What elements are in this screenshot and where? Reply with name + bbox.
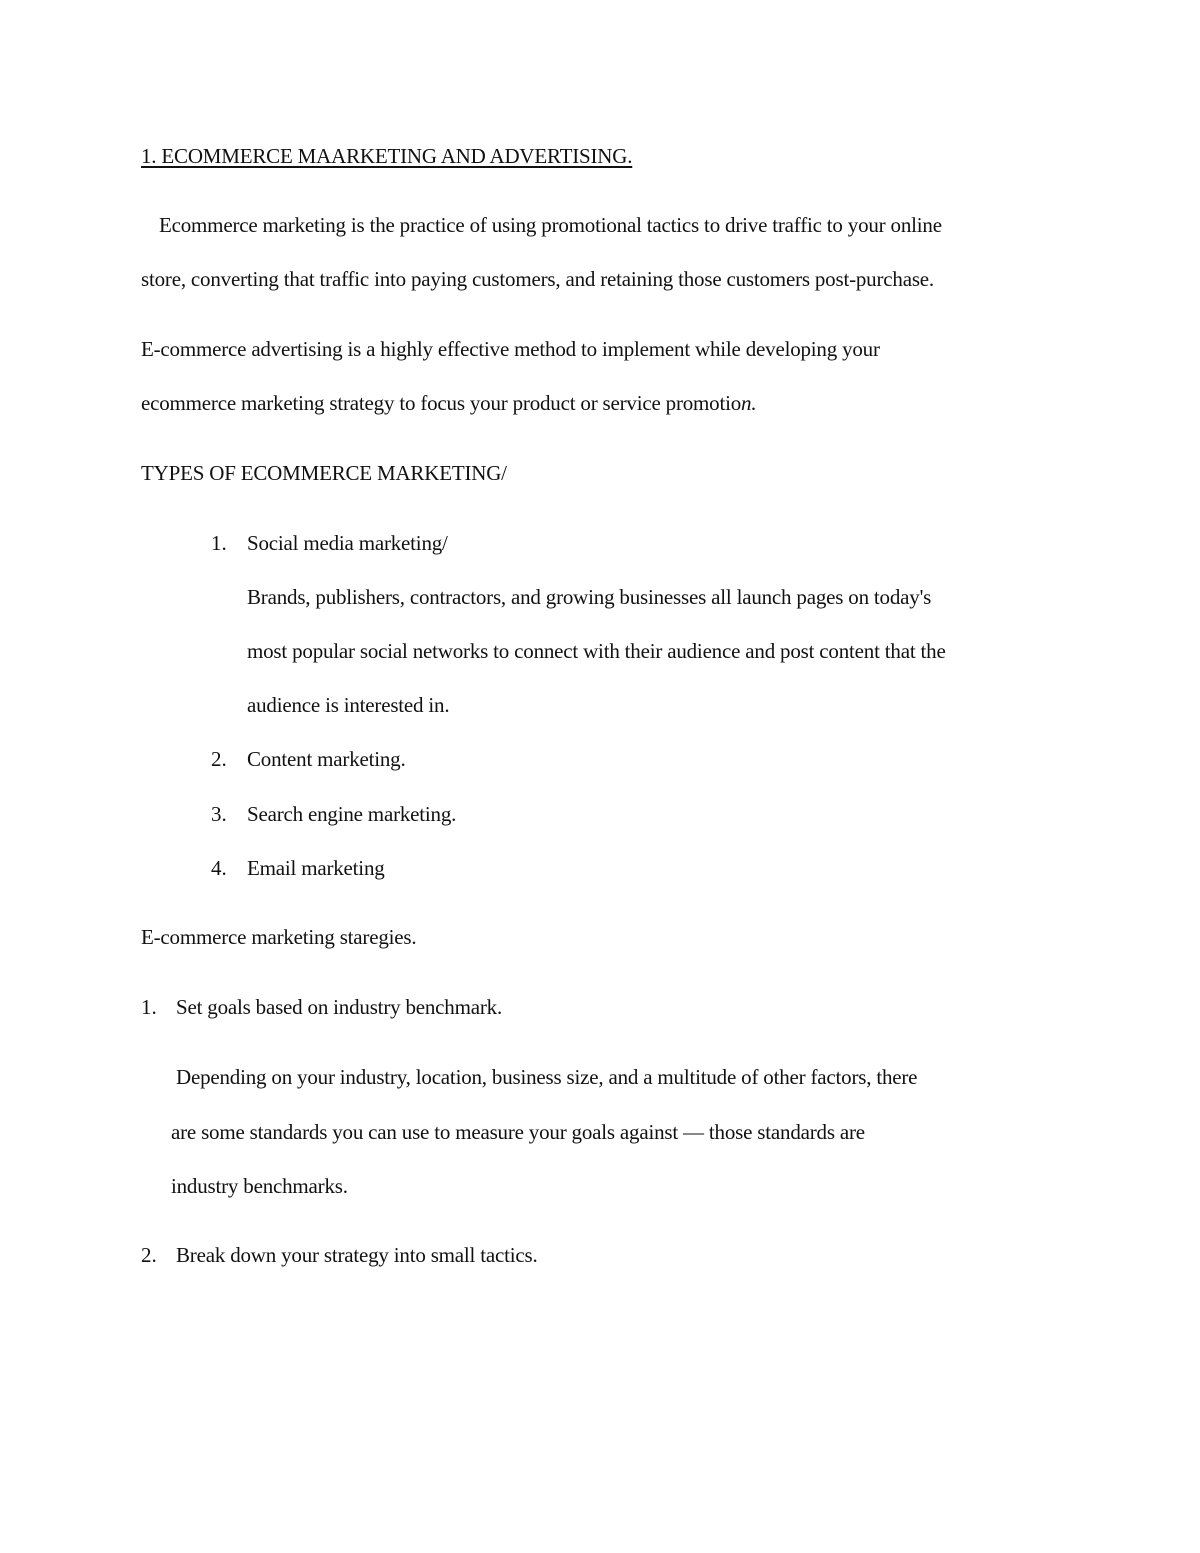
advertising-line-2-italic: n. (741, 391, 757, 415)
document-heading: 1. ECOMMERCE MAARKETING AND ADVERTISING. (141, 144, 633, 168)
types-item-label: Email marketing (247, 856, 385, 880)
advertising-line-1: E-commerce advertising is a highly effective method to implement while developing your (141, 337, 880, 361)
strategies-item-description-line: industry benchmarks. (171, 1174, 348, 1198)
intro-line-2: store, converting that traffic into paying customers, and retaining those customers post-purchase. (141, 267, 934, 291)
types-item-label: Search engine marketing. (247, 802, 457, 826)
types-item-description-line: most popular social networks to connect with their audience and post content that the (247, 639, 946, 663)
advertising-line-2-text: ecommerce marketing strategy to focus your product or service promotio (141, 391, 742, 415)
strategies-item-description-line: Depending on your industry, location, business size, and a multitude of other factors, there (176, 1065, 918, 1089)
types-item-description-line: audience is interested in. (247, 693, 450, 717)
strategies-item-number: 2. (141, 1243, 157, 1267)
types-item-number: 2. (211, 747, 227, 771)
strategies-item-number: 1. (141, 995, 157, 1019)
types-heading: TYPES OF ECOMMERCE MARKETING/ (141, 461, 507, 485)
intro-line-1: Ecommerce marketing is the practice of using promotional tactics to drive traffic to your online (159, 213, 942, 237)
types-item-description-line: Brands, publishers, contractors, and growing businesses all launch pages on today's (247, 585, 932, 609)
strategies-item-label: Break down your strategy into small tactics. (176, 1243, 538, 1267)
types-item-number: 3. (211, 802, 227, 826)
strategies-item-label: Set goals based on industry benchmark. (176, 995, 503, 1019)
types-item-label: Social media marketing/ (247, 531, 448, 555)
strategies-heading: E-commerce marketing staregies. (141, 925, 417, 949)
advertising-line-2 (141, 393, 756, 414)
types-item-number: 4. (211, 856, 227, 880)
types-item-number: 1. (211, 531, 227, 555)
strategies-item-description-line: are some standards you can use to measure your goals against — those standards are (171, 1120, 865, 1144)
types-item-label: Content marketing. (247, 747, 406, 771)
